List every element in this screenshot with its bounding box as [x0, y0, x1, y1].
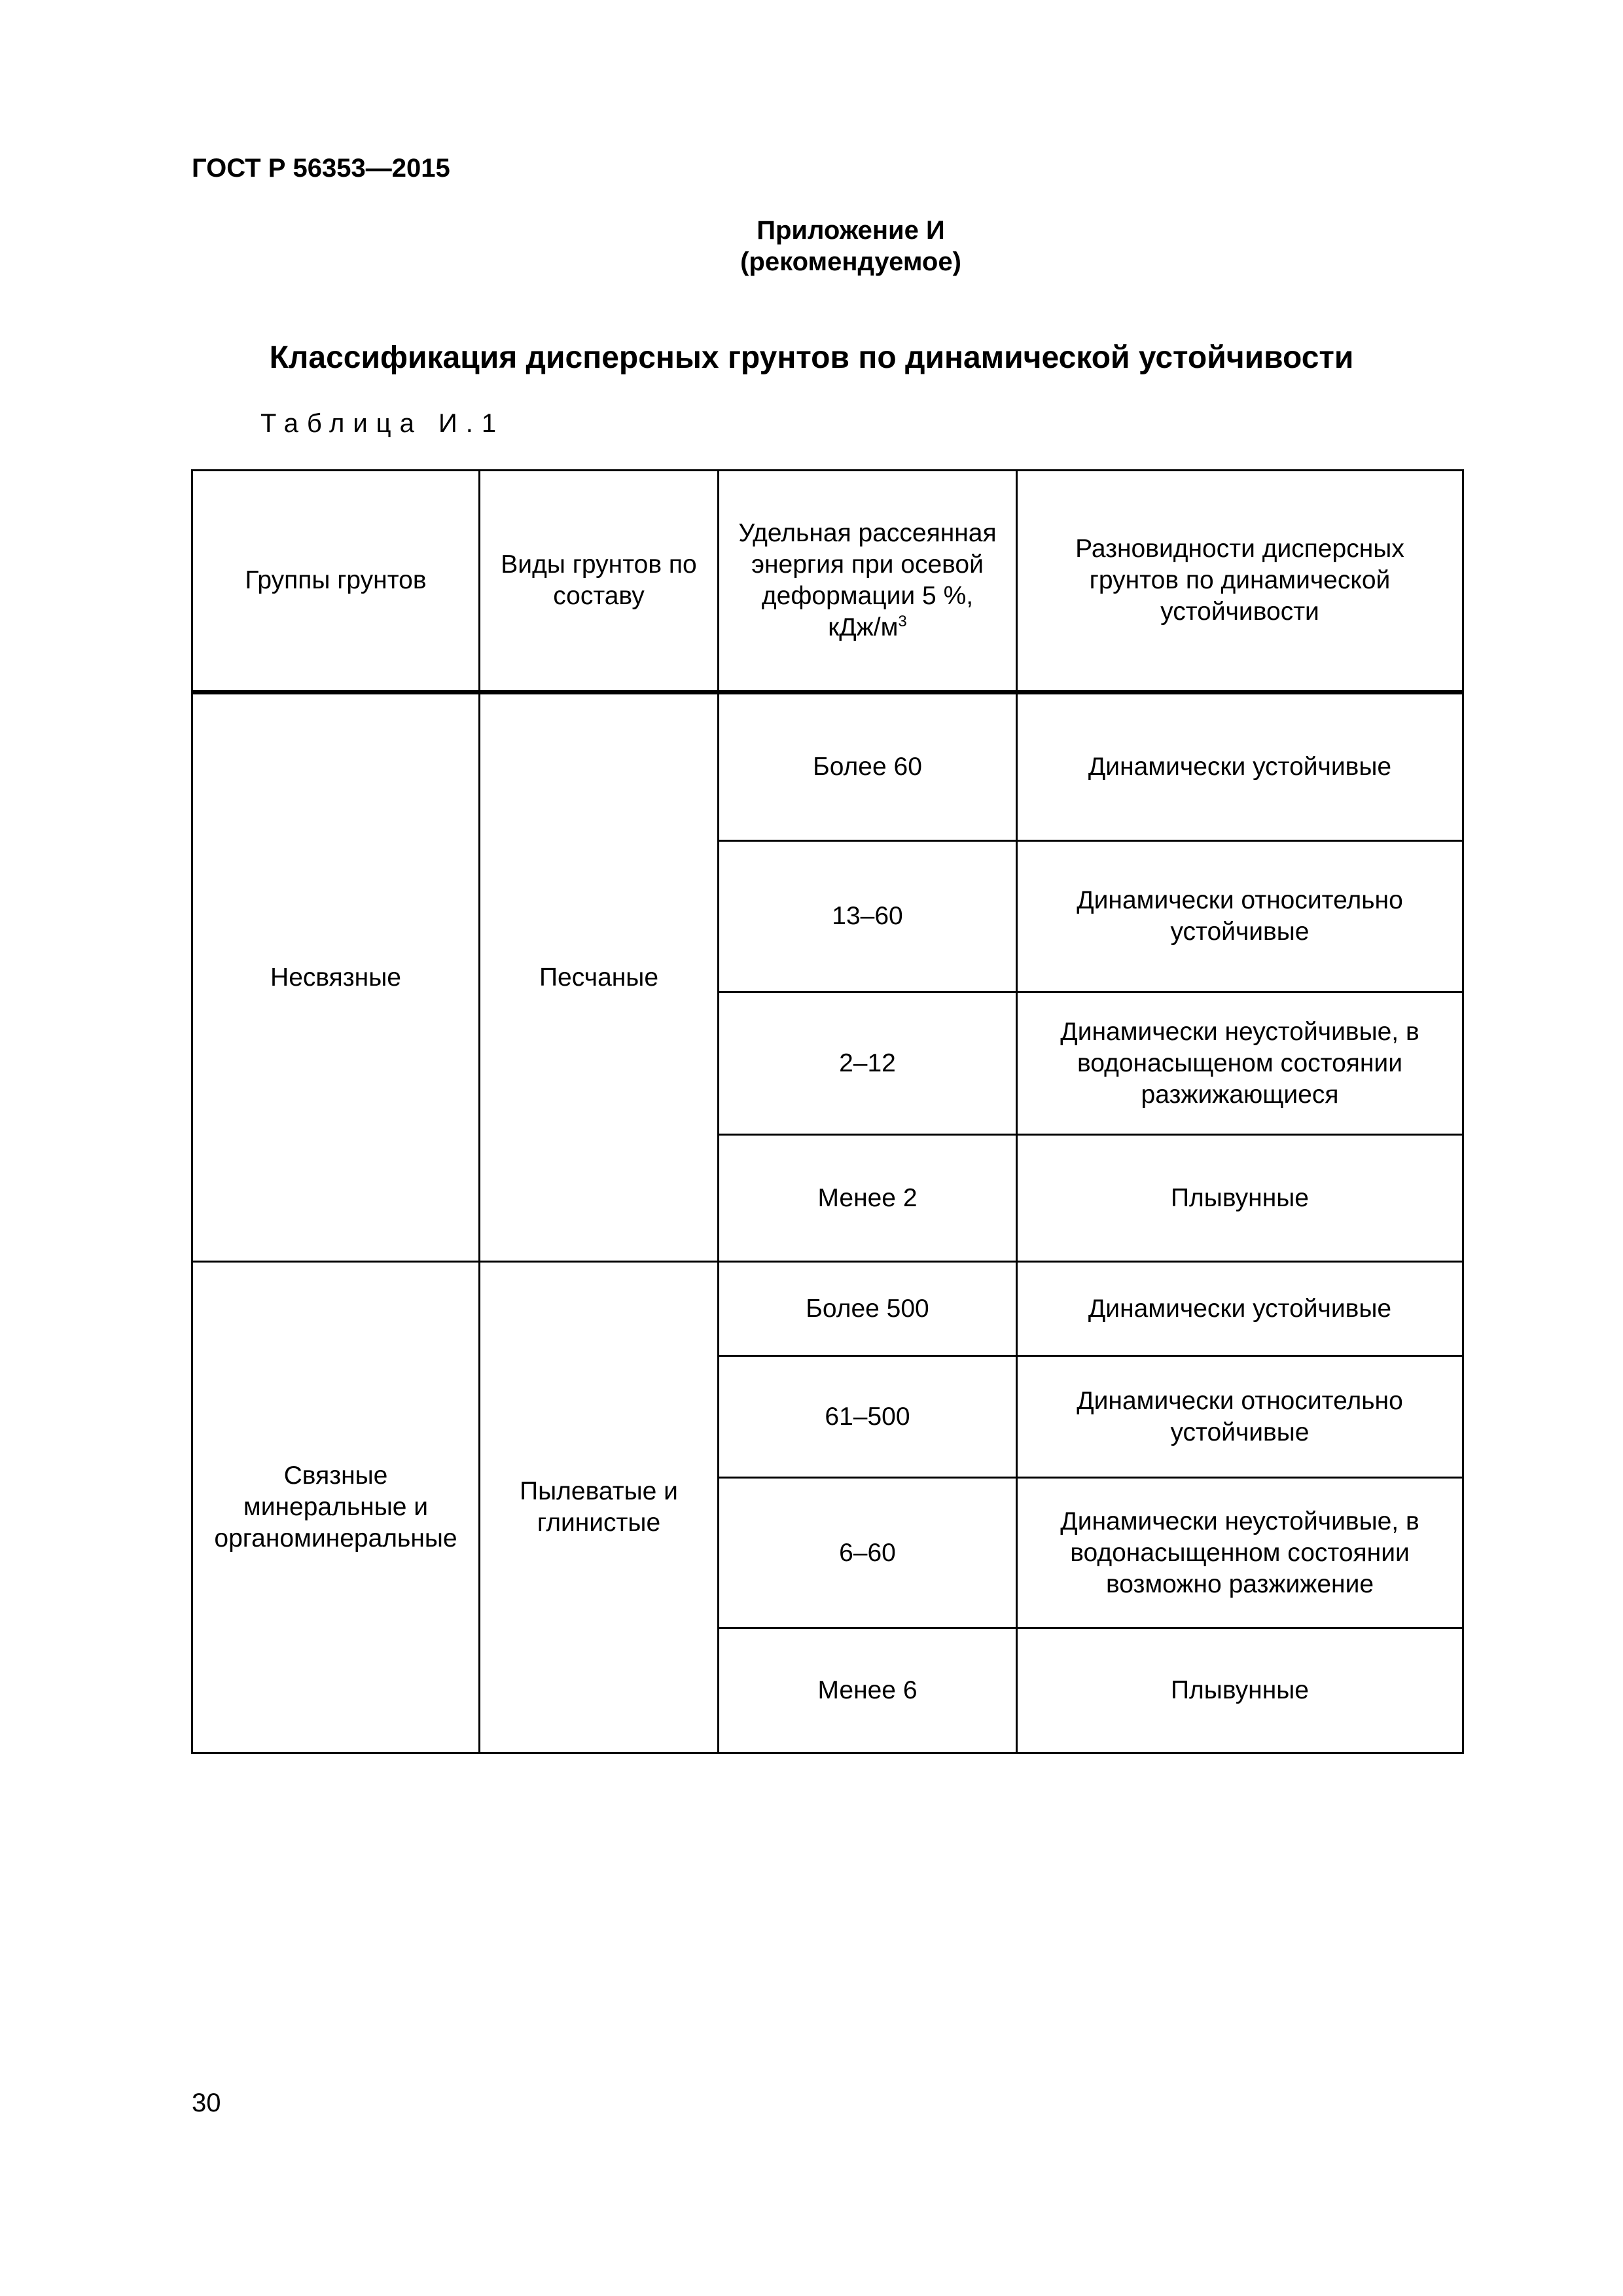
- page-title: Классификация дисперсных грунтов по динамической устойчивости: [269, 340, 1354, 375]
- column-header-energy: [719, 471, 1017, 692]
- energy-cell: 2–12: [719, 992, 1017, 1135]
- kind-cell: Пылеватые и глинистые: [480, 1262, 719, 1753]
- document-code: ГОСТ Р 56353—2015: [192, 154, 450, 183]
- table-row: [192, 692, 1463, 841]
- energy-cell: Более 500: [719, 1262, 1017, 1356]
- group-cell: Несвязные: [192, 692, 480, 1262]
- kind-cell: Песчаные: [480, 692, 719, 1262]
- column-header-energy-label: Удельная рассеянная энергия при осевой деформации 5 %,: [738, 519, 997, 610]
- variety-cell: Динамически относительно устойчивые: [1017, 1356, 1463, 1478]
- table-caption: Таблица И.1: [260, 409, 505, 438]
- energy-cell: 6–60: [719, 1478, 1017, 1628]
- appendix-status: (рекомендуемое): [740, 247, 961, 276]
- energy-cell: 61–500: [719, 1356, 1017, 1478]
- appendix-label: [654, 215, 1047, 278]
- energy-cell: Менее 6: [719, 1628, 1017, 1753]
- column-header-variety: Разновидности дисперсных грунтов по динамической устойчивости: [1017, 471, 1463, 692]
- energy-unit-base: кДж/м: [828, 613, 899, 641]
- variety-cell: Динамически относительно устойчивые: [1017, 841, 1463, 992]
- variety-cell: Динамически устойчивые: [1017, 1262, 1463, 1356]
- energy-cell: Менее 2: [719, 1135, 1017, 1262]
- variety-cell: Динамически устойчивые: [1017, 692, 1463, 841]
- page-number: 30: [192, 2089, 221, 2117]
- column-header-kind: Виды грунтов по составу: [480, 471, 719, 692]
- variety-cell: Динамически неустойчивые, в водонасыщеном состоянии разжижающиеся: [1017, 992, 1463, 1135]
- variety-cell: Динамически неустойчивые, в водонасыщенном состоянии возможно разжижение: [1017, 1478, 1463, 1628]
- appendix-title: Приложение И: [757, 216, 945, 245]
- table-header-row: [192, 471, 1463, 692]
- energy-unit: [828, 613, 907, 641]
- variety-cell: Плывунные: [1017, 1135, 1463, 1262]
- variety-cell: Плывунные: [1017, 1628, 1463, 1753]
- column-header-group: Группы грунтов: [192, 471, 480, 692]
- energy-unit-exponent: 3: [898, 613, 907, 630]
- classification-table: [191, 469, 1464, 1754]
- classification-table-wrapper: [191, 469, 1464, 1754]
- energy-cell: 13–60: [719, 841, 1017, 992]
- table-row: [192, 1262, 1463, 1356]
- energy-cell: Более 60: [719, 692, 1017, 841]
- group-cell: Связные минеральные и органоминеральные: [192, 1262, 480, 1753]
